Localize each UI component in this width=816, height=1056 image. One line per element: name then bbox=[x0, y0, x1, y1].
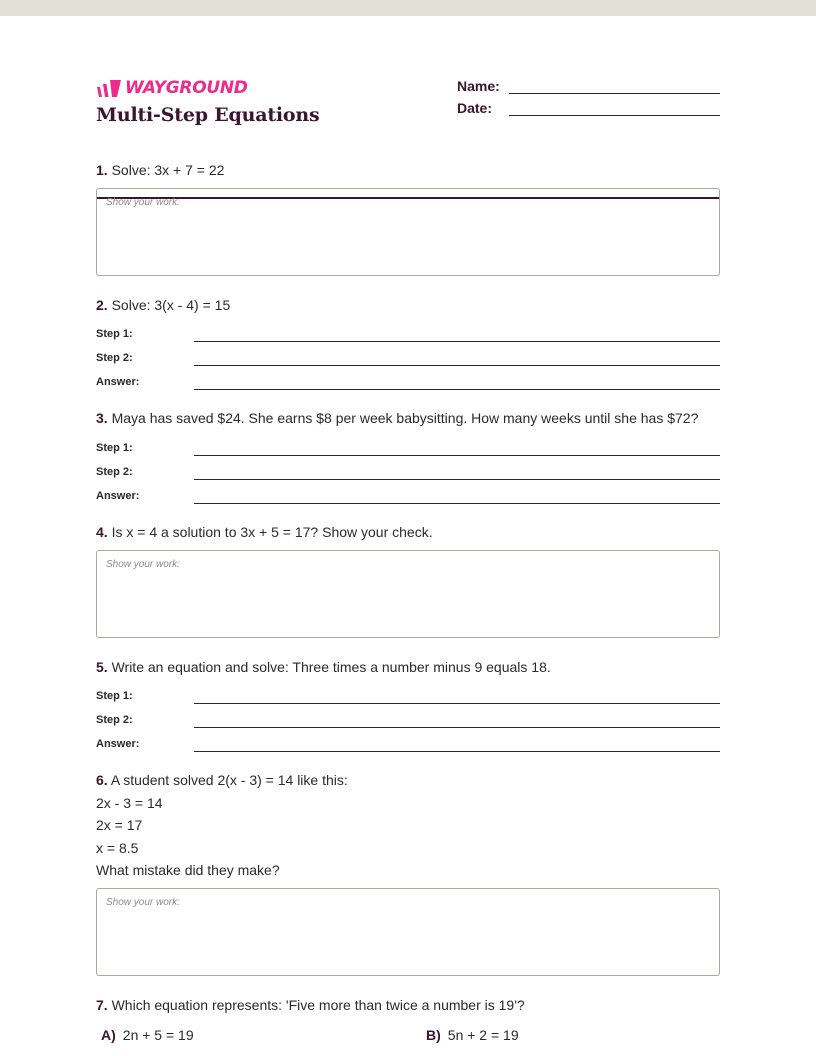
step-label: Answer: bbox=[96, 738, 140, 750]
step-label: Step 1: bbox=[96, 328, 133, 340]
q2-step-1 bbox=[96, 326, 720, 344]
question-5 bbox=[96, 657, 720, 677]
brand-name: WAYGROUND bbox=[125, 78, 248, 98]
student-work-line: 2x - 3 = 14 bbox=[96, 795, 163, 811]
question-number: 1. bbox=[96, 162, 108, 178]
q2-step-2 bbox=[96, 350, 720, 368]
student-work-line: x = 8.5 bbox=[96, 840, 139, 856]
q5-step-1 bbox=[96, 688, 720, 706]
q3-answer bbox=[96, 488, 720, 506]
question-text: Is x = 4 a solution to 3x + 5 = 17? Show your check. bbox=[111, 524, 433, 540]
step-label: Step 1: bbox=[96, 690, 133, 702]
q3-step-1 bbox=[96, 440, 720, 458]
answer-line[interactable] bbox=[194, 727, 720, 728]
work-box-placeholder: Show your work: bbox=[106, 197, 180, 208]
q2-answer bbox=[96, 374, 720, 392]
date-line[interactable] bbox=[509, 101, 720, 116]
work-box-placeholder: Show your work: bbox=[106, 559, 180, 570]
date-label: Date: bbox=[457, 100, 493, 116]
worksheet-header bbox=[96, 76, 720, 140]
answer-line[interactable] bbox=[194, 341, 720, 342]
answer-line[interactable] bbox=[194, 455, 720, 456]
question-text: Solve: 3(x - 4) = 15 bbox=[111, 297, 231, 313]
option-b[interactable] bbox=[426, 1027, 519, 1043]
step-label: Answer: bbox=[96, 490, 140, 502]
question-number: 6. bbox=[96, 772, 108, 788]
question-number: 4. bbox=[96, 524, 108, 540]
question-6 bbox=[96, 770, 720, 790]
question-number: 3. bbox=[96, 410, 108, 426]
option-letter: A) bbox=[101, 1027, 116, 1043]
date-field-row bbox=[457, 100, 720, 116]
answer-line[interactable] bbox=[194, 479, 720, 480]
question-number: 7. bbox=[96, 997, 108, 1013]
question-7 bbox=[96, 995, 720, 1015]
q5-answer bbox=[96, 736, 720, 754]
option-a[interactable] bbox=[101, 1027, 194, 1043]
top-edge-bar bbox=[0, 0, 816, 16]
question-text: Maya has saved $24. She earns $8 per week babysitting. How many weeks until she has $72? bbox=[111, 410, 699, 426]
answer-line[interactable] bbox=[194, 751, 720, 752]
step-label: Step 2: bbox=[96, 466, 133, 478]
answer-line[interactable] bbox=[194, 365, 720, 366]
question-number: 2. bbox=[96, 297, 108, 313]
worksheet-title: Multi-Step Equations bbox=[96, 104, 320, 126]
name-line[interactable] bbox=[509, 79, 720, 94]
step-label: Step 1: bbox=[96, 442, 133, 454]
step-label: Step 2: bbox=[96, 352, 133, 364]
name-field-row bbox=[457, 78, 720, 94]
work-box-1[interactable] bbox=[96, 188, 720, 276]
question-1 bbox=[96, 160, 720, 180]
q5-step-2 bbox=[96, 712, 720, 730]
question-2 bbox=[96, 295, 720, 315]
q3-step-2 bbox=[96, 464, 720, 482]
question-text: Which equation represents: 'Five more than twice a number is 19'? bbox=[111, 997, 525, 1013]
work-box-4[interactable] bbox=[96, 550, 720, 638]
followup-question: What mistake did they make? bbox=[96, 862, 280, 878]
name-label: Name: bbox=[457, 78, 500, 94]
student-work-line: 2x = 17 bbox=[96, 817, 143, 833]
work-box-placeholder: Show your work: bbox=[106, 897, 180, 908]
question-text: A student solved 2(x - 3) = 14 like this: bbox=[110, 772, 348, 788]
option-text: 5n + 2 = 19 bbox=[447, 1027, 519, 1043]
question-4 bbox=[96, 522, 720, 542]
step-label: Step 2: bbox=[96, 714, 133, 726]
step-label: Answer: bbox=[96, 376, 140, 388]
wayground-logo-icon bbox=[96, 78, 122, 98]
question-3 bbox=[96, 408, 720, 428]
brand-logo bbox=[96, 78, 248, 98]
question-text: Write an equation and solve: Three times a number minus 9 equals 18. bbox=[111, 659, 551, 675]
option-letter: B) bbox=[426, 1027, 441, 1043]
question-text: Solve: 3x + 7 = 22 bbox=[111, 162, 225, 178]
answer-line[interactable] bbox=[194, 703, 720, 704]
option-text: 2n + 5 = 19 bbox=[122, 1027, 194, 1043]
work-box-6[interactable] bbox=[96, 888, 720, 976]
question-number: 5. bbox=[96, 659, 108, 675]
answer-line[interactable] bbox=[194, 503, 720, 504]
answer-line[interactable] bbox=[194, 389, 720, 390]
